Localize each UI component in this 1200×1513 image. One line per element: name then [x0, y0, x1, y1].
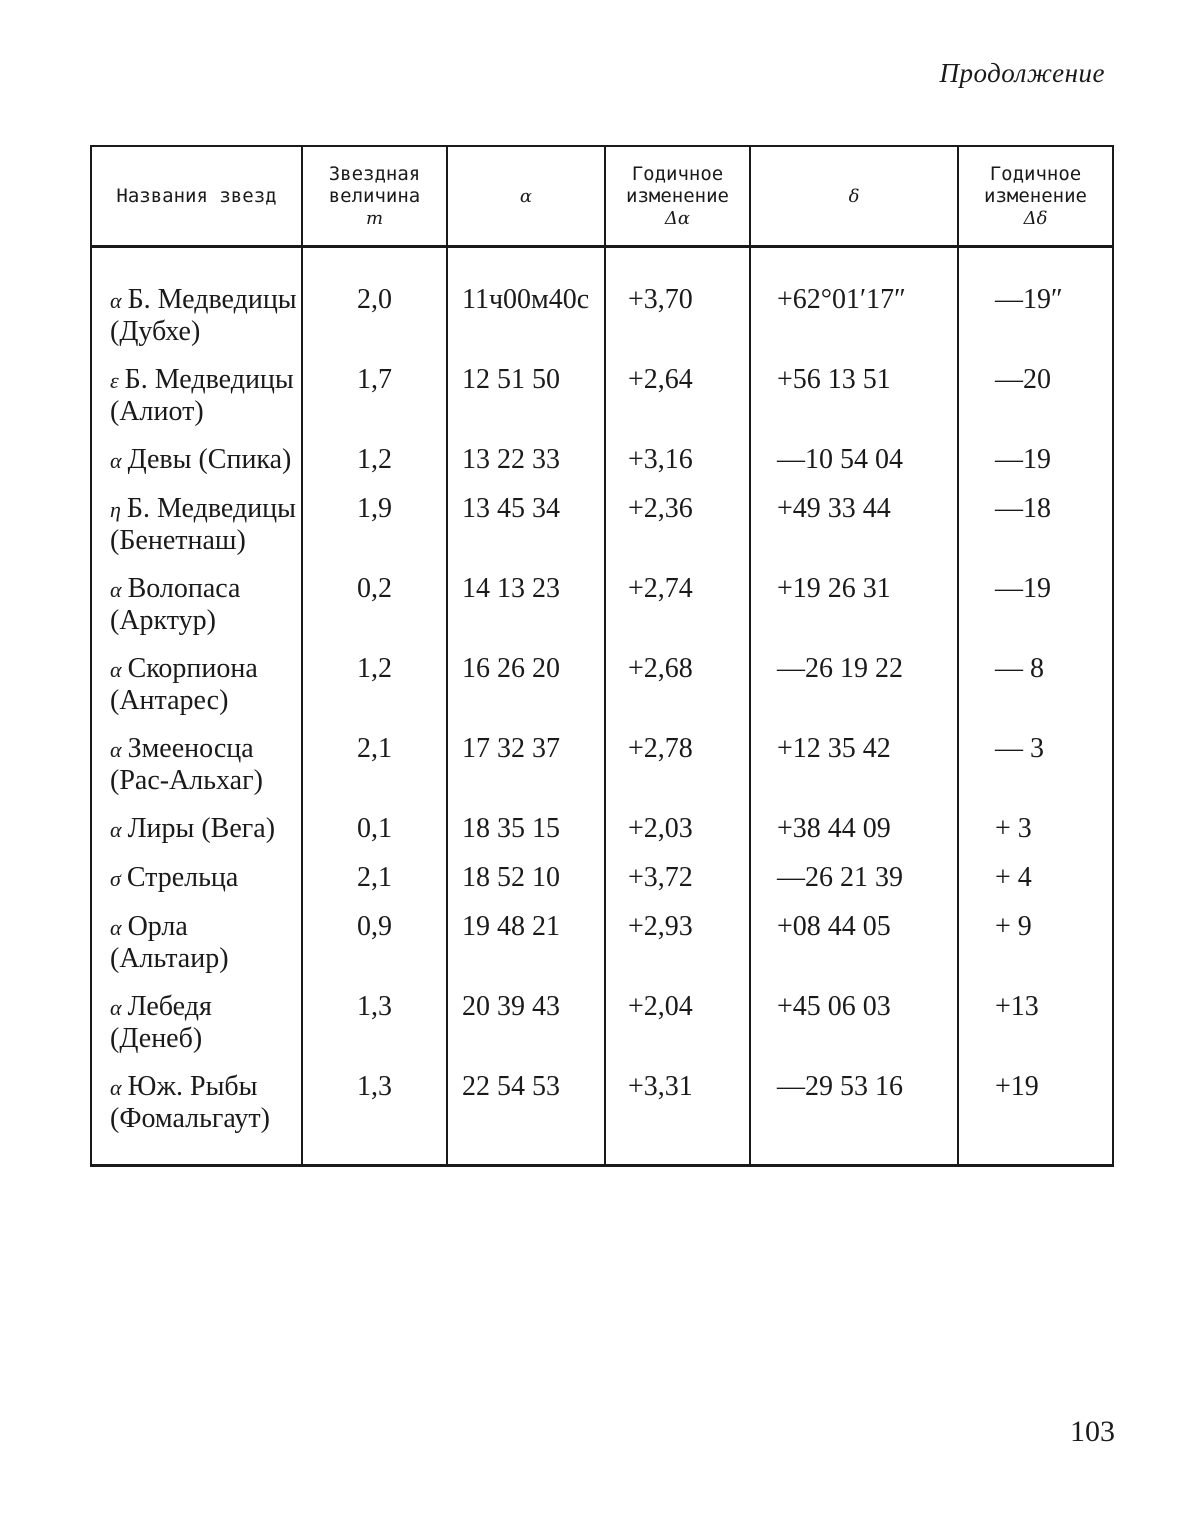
table-row: [92, 653, 1112, 733]
cell-alpha: 22 54 53: [447, 1071, 605, 1164]
cell-alpha: 20 39 43: [447, 991, 605, 1071]
header-name-text: Названия звезд: [116, 185, 277, 207]
table-row: [92, 991, 1112, 1071]
header-magnitude: [302, 147, 447, 247]
star-name-text: Скорпиона (Антарес): [110, 653, 258, 716]
star-greek-letter: α: [110, 817, 122, 842]
star-name-text: Лиры (Вега): [127, 813, 276, 844]
cell-dalpha: +3,31: [605, 1071, 750, 1164]
star-greek-letter: η: [110, 497, 121, 522]
cell-star-name: [92, 247, 302, 365]
header-alpha: [447, 147, 605, 247]
cell-delta: +12 35 42: [750, 733, 958, 813]
cell-ddelta: —19: [995, 573, 1051, 604]
cell-ddelta: +19: [995, 1071, 1039, 1102]
cell-alpha: 17 32 37: [447, 733, 605, 813]
table-row: [92, 911, 1112, 991]
cell-ddelta: —20: [995, 364, 1051, 395]
cell-star-name: [92, 733, 302, 813]
cell-delta: —10 54 04: [750, 444, 958, 493]
cell-magnitude: 1,9: [302, 493, 447, 573]
cell-dalpha: +2,78: [605, 733, 750, 813]
cell-magnitude: 2,1: [302, 862, 447, 911]
star-name-text: Стрельца: [126, 862, 239, 893]
cell-ddelta: — 8: [995, 653, 1044, 684]
star-greek-letter: α: [110, 657, 122, 682]
header-ddelta-text: Годичное изменение: [984, 162, 1087, 207]
cell-delta: +19 26 31: [750, 573, 958, 653]
cell-star-name: [92, 862, 302, 911]
table-row: [92, 733, 1112, 813]
cell-star-name: [92, 444, 302, 493]
star-name-text: Орла (Альтаир): [110, 911, 229, 974]
cell-alpha: 16 26 20: [447, 653, 605, 733]
cell-star-name: [92, 1071, 302, 1164]
table-row: [92, 444, 1112, 493]
cell-alpha: 11ч00м40с: [447, 247, 605, 365]
header-magnitude-symbol: m: [365, 207, 384, 229]
cell-magnitude: 1,3: [302, 1071, 447, 1164]
star-greek-letter: α: [110, 448, 122, 473]
header-delta: [750, 147, 958, 247]
header-dalpha-symbol: Δα: [664, 207, 691, 229]
cell-dalpha: +2,74: [605, 573, 750, 653]
cell-magnitude: 1,2: [302, 444, 447, 493]
star-name-text: Юж. Рыбы (Фомальгаут): [110, 1071, 270, 1134]
cell-ddelta: —18: [995, 493, 1051, 524]
star-greek-letter: α: [110, 577, 122, 602]
cell-dalpha: +3,16: [605, 444, 750, 493]
cell-magnitude: 0,1: [302, 813, 447, 862]
cell-magnitude: 0,2: [302, 573, 447, 653]
star-name-text: Б. Медведицы (Бенетнаш): [110, 493, 296, 556]
cell-dalpha: +2,93: [605, 911, 750, 991]
cell-delta: +62°01′17″: [750, 247, 958, 365]
header-delta-symbol: δ: [848, 185, 860, 207]
header-ddelta: [958, 147, 1112, 247]
cell-alpha: 19 48 21: [447, 911, 605, 991]
cell-ddelta: + 3: [995, 813, 1032, 844]
table-row: [92, 813, 1112, 862]
header-row: [92, 147, 1112, 247]
cell-star-name: [92, 991, 302, 1071]
cell-star-name: [92, 493, 302, 573]
cell-dalpha: +2,03: [605, 813, 750, 862]
cell-dalpha: +3,70: [605, 247, 750, 365]
cell-ddelta: + 9: [995, 911, 1032, 942]
header-magnitude-text: Звездная величина: [328, 162, 421, 207]
cell-ddelta: — 3: [995, 733, 1044, 764]
cell-ddelta: —19″: [995, 284, 1063, 315]
header-ddelta-symbol: Δδ: [1023, 207, 1048, 229]
table-row: [92, 573, 1112, 653]
cell-star-name: [92, 573, 302, 653]
table-row: [92, 493, 1112, 573]
cell-delta: +08 44 05: [750, 911, 958, 991]
star-table: [90, 145, 1114, 1167]
cell-magnitude: 2,1: [302, 733, 447, 813]
cell-dalpha: +2,64: [605, 364, 750, 444]
star-name-text: Змееносца (Рас-Альхаг): [110, 733, 263, 796]
cell-magnitude: 2,0: [302, 247, 447, 365]
cell-dalpha: +2,36: [605, 493, 750, 573]
star-name-text: Волопаса (Арктур): [110, 573, 241, 636]
cell-delta: —26 21 39: [750, 862, 958, 911]
cell-alpha: 18 35 15: [447, 813, 605, 862]
cell-delta: —26 19 22: [750, 653, 958, 733]
star-greek-letter: α: [110, 995, 122, 1020]
cell-ddelta: —19: [995, 444, 1051, 475]
cell-delta: —29 53 16: [750, 1071, 958, 1164]
header-dalpha-text: Годичное изменение: [626, 162, 729, 207]
cell-magnitude: 1,7: [302, 364, 447, 444]
header-dalpha: [605, 147, 750, 247]
cell-dalpha: +2,68: [605, 653, 750, 733]
cell-magnitude: 0,9: [302, 911, 447, 991]
table-row: [92, 1071, 1112, 1164]
star-greek-letter: α: [110, 1075, 122, 1100]
star-greek-letter: α: [110, 737, 122, 762]
cell-delta: +38 44 09: [750, 813, 958, 862]
star-table-grid: [92, 147, 1112, 1164]
star-greek-letter: α: [110, 288, 122, 313]
cell-dalpha: +2,04: [605, 991, 750, 1071]
cell-alpha: 14 13 23: [447, 573, 605, 653]
cell-alpha: 12 51 50: [447, 364, 605, 444]
table-row: [92, 247, 1112, 365]
cell-alpha: 13 45 34: [447, 493, 605, 573]
table-row: [92, 862, 1112, 911]
cell-alpha: 13 22 33: [447, 444, 605, 493]
star-name-text: Б. Медведицы (Дубхе): [110, 284, 297, 347]
cell-star-name: [92, 364, 302, 444]
cell-star-name: [92, 653, 302, 733]
cell-ddelta: +13: [995, 991, 1039, 1022]
star-name-text: Лебедя (Денеб): [110, 991, 212, 1054]
continuation-label: Продолжение: [939, 58, 1105, 88]
star-greek-letter: α: [110, 915, 122, 940]
table-body: [92, 247, 1112, 1165]
cell-ddelta: + 4: [995, 862, 1032, 893]
table-row: [92, 364, 1112, 444]
cell-dalpha: +3,72: [605, 862, 750, 911]
cell-star-name: [92, 911, 302, 991]
header-name: [92, 147, 302, 247]
cell-alpha: 18 52 10: [447, 862, 605, 911]
cell-delta: +56 13 51: [750, 364, 958, 444]
cell-magnitude: 1,2: [302, 653, 447, 733]
header-alpha-symbol: α: [519, 185, 533, 207]
cell-delta: +49 33 44: [750, 493, 958, 573]
star-name-text: Девы (Спика): [127, 444, 292, 475]
cell-magnitude: 1,3: [302, 991, 447, 1071]
cell-delta: +45 06 03: [750, 991, 958, 1071]
page-number: 103: [1070, 1415, 1115, 1448]
star-name-text: Б. Медведицы (Алиот): [110, 364, 294, 427]
star-greek-letter: σ: [110, 866, 121, 891]
cell-star-name: [92, 813, 302, 862]
star-greek-letter: ε: [110, 368, 119, 393]
